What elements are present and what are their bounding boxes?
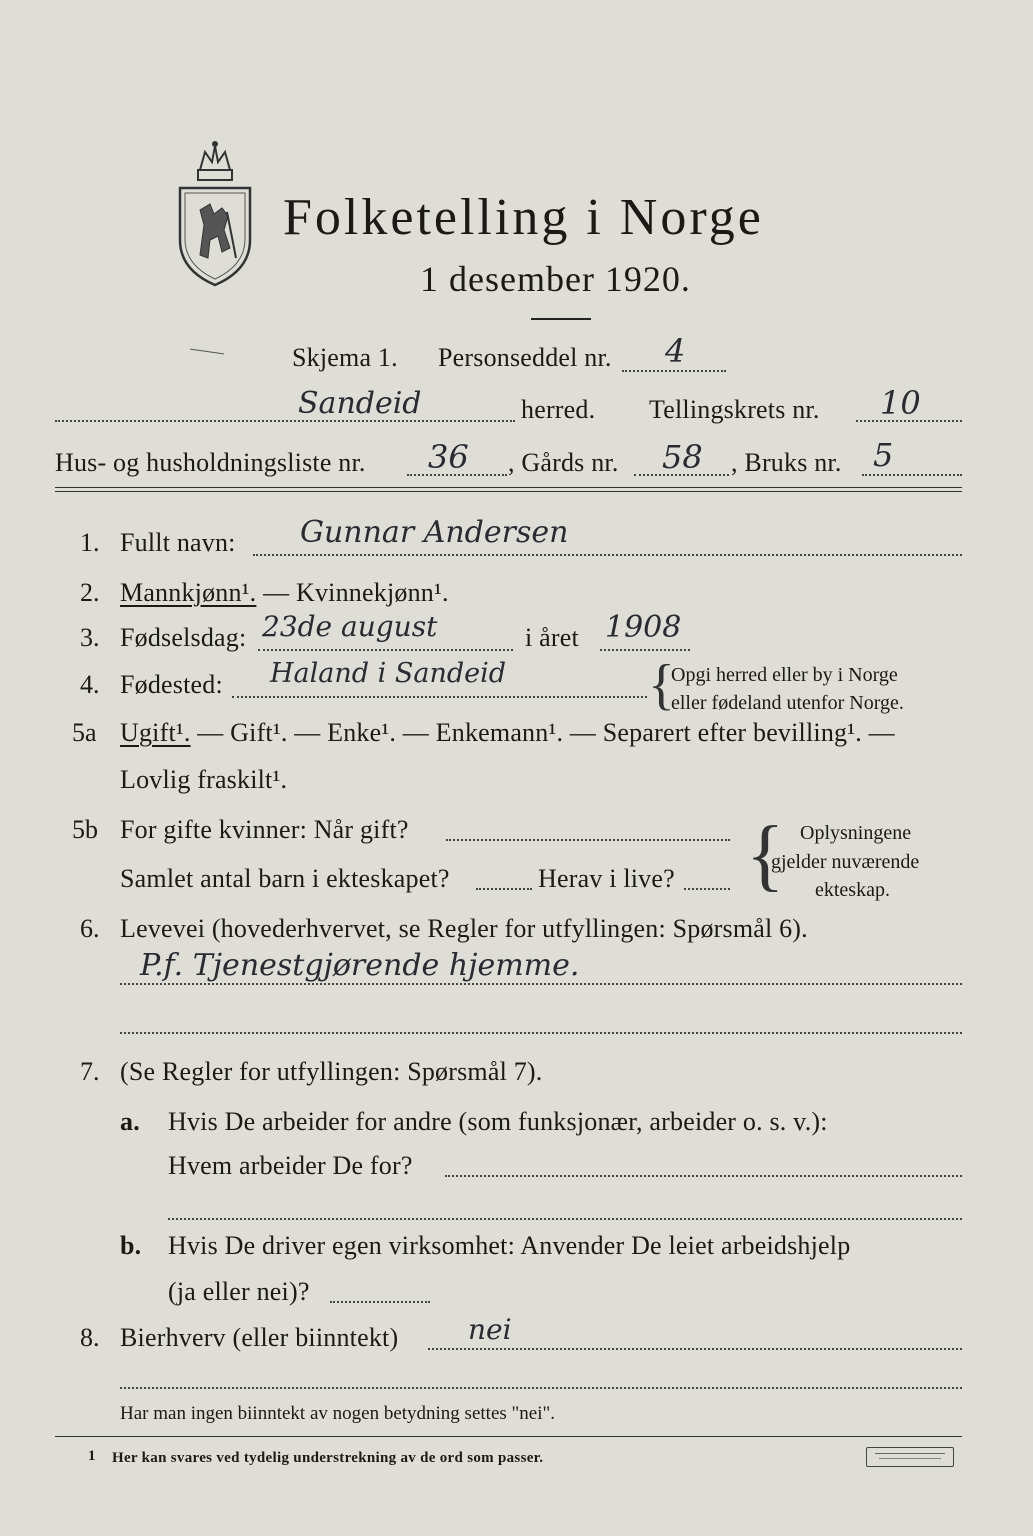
q5b-number: 5b [72,815,98,844]
q8-label: Bierhverv (eller biinntekt) [120,1323,399,1352]
q6-number: 6. [80,914,100,943]
herred-value[interactable]: Sandeid [298,386,422,421]
q2-options [120,578,449,608]
title-divider [531,318,591,320]
footnote-text: Her kan svares ved tydelig understrekning av de ord som passer. [112,1450,544,1466]
printer-stamp-icon [866,1447,954,1467]
q7a-line1: Hvis De arbeider for andre (som funksjonær, arbeider o. s. v.): [168,1107,828,1136]
q5b-alive-label: Herav i live? [538,864,675,893]
q7-number: 7. [80,1057,100,1086]
q8-number: 8. [80,1323,100,1352]
personseddel-value[interactable]: 4 [665,332,686,370]
q3-year-line [600,649,690,651]
gards-value[interactable]: 58 [662,438,703,476]
q5b-note-line1: Oplysningene [800,822,912,844]
children-alive-line[interactable] [684,888,730,890]
birthday-value[interactable]: 23de august [262,610,438,643]
q3-year-label: i året [525,623,579,652]
q1-label: Fullt navn: [120,528,236,557]
bruks-value[interactable]: 5 [873,436,894,474]
q5a-options [120,718,895,748]
kvinne-option[interactable]: Kvinnekjønn¹. [296,578,449,607]
form-subtitle: 1 desember 1920. [420,259,691,299]
q6-line1 [120,983,962,985]
q6-label: Levevei (hovederhvervet, se Regler for utfyllingen: Spørsmål 6). [120,914,808,943]
employer-line2[interactable] [168,1218,962,1220]
q4-line [232,696,647,698]
q4-number: 4. [80,670,100,699]
gards-label: , Gårds nr. [508,448,619,477]
q7a-line2: Hvem arbeider De for? [168,1151,413,1180]
employer-line[interactable] [445,1175,962,1177]
husliste-value[interactable]: 36 [428,438,469,476]
nei-note: Har man ingen biinntekt av nogen betydning settes "nei". [120,1403,555,1424]
q7b-line1: Hvis De driver egen virksomhet: Anvender De leiet arbeidshjelp [168,1231,851,1260]
full-name-value[interactable]: Gunnar Andersen [300,515,569,550]
q3-date-line [258,649,513,651]
q5b-line1: For gifte kvinner: Når gift? [120,815,409,844]
bruks-line [862,474,962,476]
q4-label: Fødested: [120,670,223,699]
form-title: Folketelling i Norge [283,189,764,246]
mann-option[interactable]: Mannkjønn¹. [120,578,257,607]
q5b-note-line2: gjelder nuværende [771,851,920,873]
tellingskrets-label: Tellingskrets nr. [649,395,820,424]
married-date-line[interactable] [446,839,730,841]
birthplace-value[interactable]: Haland i Sandeid [270,658,507,689]
ugift-option[interactable]: Ugift¹. [120,718,191,747]
q8-line2 [120,1387,962,1389]
q5a-number: 5a [72,718,97,747]
husliste-label: Hus- og husholdningsliste nr. [55,448,366,477]
q5b-children-label: Samlet antal barn i ekteskapet? [120,864,450,893]
section-rule-top [55,487,962,488]
q3-number: 3. [80,623,100,652]
q1-number: 1. [80,528,100,557]
q4-brace: { [648,654,675,716]
q2-number: 2. [80,578,100,607]
occupation-value[interactable]: P.f. Tjenestgjørende hjemme. [140,948,580,983]
coat-of-arms-icon [170,140,260,290]
skjema-label: Skjema 1. [292,343,398,372]
q2-separator: — [256,578,296,607]
q7b-line2: (ja eller nei)? [168,1277,310,1306]
herred-line [55,420,515,422]
footnote-rule [55,1436,962,1437]
q5b-note-line3: ekteskap. [815,879,890,901]
q7b-letter: b. [120,1231,142,1260]
bruks-label: , Bruks nr. [731,448,842,477]
personseddel-line [622,370,726,372]
tick-mark [190,349,224,355]
q3-label: Fødselsdag: [120,623,247,652]
children-count-line[interactable] [476,888,532,890]
footnote-mark: 1 [88,1448,96,1464]
q5a-other-options[interactable]: — Gift¹. — Enke¹. — Enkemann¹. — Separert efter bevilling¹. — [190,718,895,747]
lovlig-fraskilt-option[interactable]: Lovlig fraskilt¹. [120,765,288,794]
q6-line2 [120,1032,962,1034]
side-income-value[interactable]: nei [468,1313,512,1346]
q4-note-line1: Opgi herred eller by i Norge [671,664,898,686]
tellingskrets-value[interactable]: 10 [880,384,921,422]
q8-line [428,1348,962,1350]
herred-label: herred. [521,395,596,424]
q1-line [253,554,962,556]
hired-help-line[interactable] [330,1301,430,1303]
personseddel-label: Personseddel nr. [438,343,612,372]
section-rule-bottom [55,491,962,492]
q4-note-line2: eller fødeland utenfor Norge. [671,692,904,714]
q7-label: (Se Regler for utfyllingen: Spørsmål 7). [120,1057,543,1086]
q5b-brace: { [746,811,785,899]
q7a-letter: a. [120,1107,140,1136]
birth-year-value[interactable]: 1908 [605,610,682,645]
